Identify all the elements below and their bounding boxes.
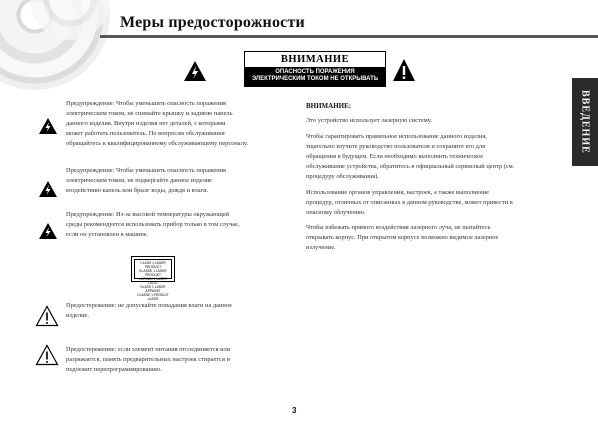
laser-paragraph-1: Это устройство использует лазерную систему. [306, 117, 432, 124]
section-tab-label: ВВЕДЕНИЕ [579, 90, 591, 154]
laser-paragraph-2: Чтобы гарантировать правильное использование данного изделия, тщательно изучите руководство пользователя и сохраните его для обращения в будущем. Если необходимо выполнить техническое обслуживание устройства, обратитесь в официальный сервисный центр (см. процедуру обслуживания). [306, 133, 515, 181]
page-number: 3 [292, 406, 297, 415]
warning-paragraph-2: Предупреждение: Чтобы уменьшить опасность поражения электрическим током, не подвергайте данное изделие воздействию капель или брызг воды, дождя и влаги. [66, 167, 226, 195]
laser-warning-heading: ВНИМАНИЕ: [306, 102, 352, 110]
caution-triangle-icon [35, 305, 59, 327]
warning-banner [244, 51, 386, 87]
banner-body [245, 67, 385, 86]
header-rule [100, 35, 598, 38]
lightning-triangle-icon [38, 222, 58, 240]
laser-class-label: CLASS 1 LASER PRODUCT KLASSE 1 LASER PRODUKT LUOKAN 1 LASER LAITE KLASS 1 LASER APPARAT CLASSE 1 PRODUIT LASER [131, 256, 175, 282]
banner-heading: ВНИМАНИЕ [280, 54, 350, 65]
page-title: Меры предосторожности [120, 14, 305, 31]
lightning-triangle-icon [183, 60, 207, 82]
warning-paragraph-1: Предупреждение: Чтобы уменьшить опасность поражения электрическим током, не снимайте крышку и заднюю панель данного изделия. Внутри изделия нет деталей, с которыми может работать пользователь. По вопросам обслуживания обращайтесь к квалифицированному обслуживающему персоналу. [66, 100, 249, 148]
banner-line-2: ЭЛЕКТРИЧЕСКИМ ТОКОМ НЕ ОТКРЫВАТЬ [251, 76, 379, 82]
warning-paragraph-3: Предупреждение: Из-за высокой температуры окружающей среды рекомендуется использовать прибор только в том случае, если он установлен в машине. [66, 211, 240, 239]
exclamation-triangle-icon [392, 58, 416, 82]
lightning-triangle-icon [38, 117, 58, 135]
laser-paragraph-4: Чтобы избежать прямого воздействия лазерного луча, не пытайтесь открывать корпус. При открытом корпусе возможно видимое лазерное излучение. [306, 224, 499, 252]
caution-triangle-icon [35, 344, 59, 366]
laser-paragraph-3: Использование органов управления, настроек, а также выполнение процедур, отличных от описанных в данном руководстве, может привести к опасному облучению. [306, 189, 513, 217]
lightning-triangle-icon [38, 180, 58, 198]
caution-paragraph-1: Предостережение: не допускайте попадания влаги на данное изделие. [66, 302, 232, 320]
caution-paragraph-2: Предостережение: если элемент питания отсоединяется или разряжается, память предварительных настроек стирается и подлежит перепрограммированию. [66, 346, 231, 374]
banner-line-1: ОПАСНОСТЬ ПОРАЖЕНИЯ [275, 69, 355, 75]
